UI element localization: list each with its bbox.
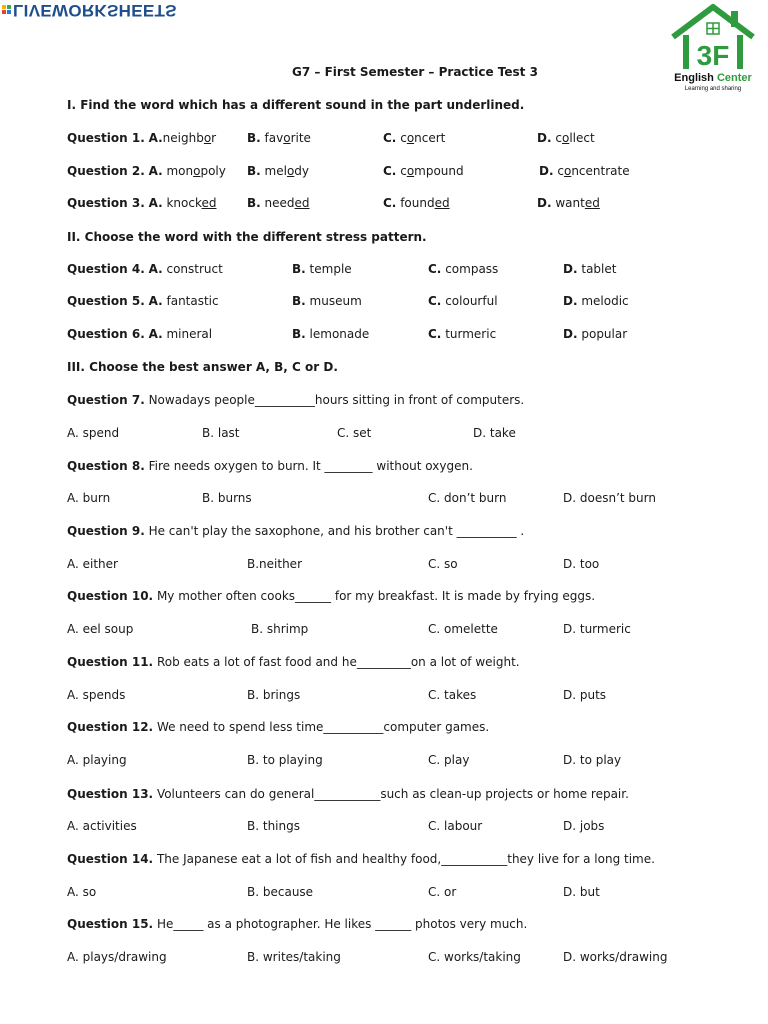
q13-option-d: D. jobs [563,819,605,833]
option-letter: B. [247,164,261,178]
q4-option-c [428,261,498,277]
q2-option-d [539,163,630,179]
logo-name-dark: English [674,72,714,84]
q9-option-c: C. so [428,557,458,571]
underlined-part: o [406,131,415,145]
option-text: need [264,196,295,210]
section-1-heading: I. Find the word which has a different sound in the part underlined. [67,98,525,112]
underlined-part: ed [434,196,450,210]
q8-option-d: D. doesn’t burn [563,491,656,505]
question-text: Nowadays people__________hours sitting in front of computers. [148,393,525,407]
option-letter: D. [563,294,578,308]
underlined-part: o [561,131,570,145]
option-text: ncentrate [571,164,630,178]
underlined-part: o [286,164,295,178]
underlined-part: ed [201,196,217,210]
question-9 [67,523,524,539]
underlined-part: ed [584,196,600,210]
q6-option-b [292,326,369,342]
question-text: Volunteers can do general___________such as clean-up projects or home repair. [156,787,629,801]
question-text: He_____ as a photographer. He likes ______ photos very much. [156,917,528,931]
option-text: mineral [166,327,213,341]
option-letter: D. [539,164,554,178]
question-label: Question 6. [67,327,145,341]
underlined-part: o [406,164,415,178]
option-letter: C. [383,164,397,178]
option-letter: C. [428,262,442,276]
q10-option-b: B. shrimp [251,622,309,636]
question-text: He can't play the saxophone, and his brother can't __________ . [148,524,525,538]
option-letter: A. [148,327,163,341]
question-label: Question 5. [67,294,145,308]
option-text: found [400,196,435,210]
question-label: Question 12. [67,720,154,734]
option-text: melodic [581,294,629,308]
option-text: poly [200,164,226,178]
page-title: G7 – First Semester – Practice Test 3 [292,65,538,79]
q3-option-b [247,195,310,211]
question-text: Rob eats a lot of fast food and he_________on a lot of weight. [156,655,520,669]
option-text: want [555,196,585,210]
option-text: rite [290,131,311,145]
question-text: We need to spend less time__________computer games. [156,720,490,734]
q7-option-a: A. spend [67,426,120,440]
q7-option-c: C. set [337,426,372,440]
option-letter: B. [292,262,306,276]
q10-option-c: C. omelette [428,622,498,636]
q14-option-d: D. but [563,885,600,899]
option-letter: C. [428,294,442,308]
question-label: Question 8. [67,459,145,473]
question-10 [67,588,595,604]
q9-option-a: A. either [67,557,118,571]
q11-option-b: B. brings [247,688,301,702]
q10-option-a: A. eel soup [67,622,134,636]
q14-option-a: A. so [67,885,97,899]
option-text: c [555,131,562,145]
q11-option-a: A. spends [67,688,126,702]
option-text: construct [166,262,223,276]
q8-option-a: A. burn [67,491,111,505]
question-12 [67,719,489,735]
q11-option-d: D. puts [563,688,607,702]
question-15 [67,916,527,932]
question-3 [67,195,217,211]
logo-tagline: Learning and sharing [684,86,742,92]
option-text: c [400,164,407,178]
question-text: The Japanese eat a lot of fish and healthy food,___________they live for a long time. [156,852,655,866]
underlined-part: ed [294,196,310,210]
q15-option-a: A. plays/drawing [67,950,167,964]
question-label: Question 2. [67,164,145,178]
option-text: fav [264,131,284,145]
q1-option-c [383,130,445,146]
q15-option-b: B. writes/taking [247,950,341,964]
question-14 [67,851,655,867]
question-text: My mother often cooks______ for my breakfast. It is made by frying eggs. [156,589,596,603]
q2-option-b [247,163,309,179]
option-letter: A. [148,262,163,276]
q5-option-d [563,293,629,309]
option-text: fantastic [166,294,219,308]
question-7 [67,392,524,408]
watermark-squares-icon [2,6,11,15]
logo-name-green: Center [716,72,752,84]
q13-option-a: A. activities [67,819,137,833]
question-label: Question 1. [67,131,145,145]
option-text: mel [264,164,287,178]
q1-option-b [247,130,311,146]
q3-option-d [537,195,600,211]
option-letter: B. [292,294,306,308]
question-8 [67,458,473,474]
option-text: c [400,131,407,145]
option-letter: A. [148,164,163,178]
q5-option-b [292,293,362,309]
question-text: Fire needs oxygen to burn. It ________ without oxygen. [148,459,473,473]
question-4 [67,261,223,277]
option-text: lemonade [309,327,370,341]
underlined-part: o [563,164,572,178]
option-text: popular [581,327,628,341]
option-letter: D. [563,262,578,276]
question-label: Question 10. [67,589,154,603]
q5-option-c [428,293,498,309]
logo-3f: 3F [696,40,730,71]
underlined-part: o [203,131,212,145]
q10-option-d: D. turmeric [563,622,631,636]
q6-option-d [563,326,627,342]
option-letter: C. [383,131,397,145]
option-text: neighb [162,131,204,145]
section-2-heading: II. Choose the word with the different stress pattern. [67,230,427,244]
option-letter: B. [247,131,261,145]
q4-option-b [292,261,352,277]
option-text: dy [294,164,310,178]
option-letter: B. [247,196,261,210]
question-label: Question 11. [67,655,154,669]
option-text: llect [569,131,595,145]
option-text: ncert [414,131,446,145]
q13-option-c: C. labour [428,819,483,833]
q14-option-c: C. or [428,885,457,899]
q9-option-b: B.neither [247,557,302,571]
underlined-part: o [193,164,201,178]
option-text: mon [166,164,194,178]
option-letter: B. [292,327,306,341]
option-letter: D. [537,131,552,145]
q11-option-c: C. takes [428,688,477,702]
option-letter: D. [563,327,578,341]
option-text: turmeric [445,327,497,341]
q14-option-b: B. because [247,885,314,899]
option-text: mpound [414,164,464,178]
q6-option-c [428,326,496,342]
question-label: Question 7. [67,393,145,407]
question-label: Question 9. [67,524,145,538]
option-letter: A. [148,294,163,308]
option-letter: D. [537,196,552,210]
question-label: Question 14. [67,852,154,866]
option-text: tablet [581,262,617,276]
q3-option-c [383,195,450,211]
q12-option-c: C. play [428,753,470,767]
q12-option-d: D. to play [563,753,622,767]
question-11 [67,654,520,670]
option-letter: A. [148,196,163,210]
q12-option-a: A. playing [67,753,127,767]
q2-option-c [383,163,464,179]
option-text: knock [166,196,202,210]
option-text: temple [309,262,352,276]
q13-option-b: B. things [247,819,300,833]
question-1 [67,130,216,146]
section-3-heading: III. Choose the best answer A, B, C or D. [67,360,338,374]
question-label: Question 13. [67,787,154,801]
option-letter: C. [428,327,442,341]
option-letter: A. [148,131,163,145]
question-label: Question 3. [67,196,145,210]
q4-option-d [563,261,616,277]
option-text: compass [445,262,499,276]
q15-option-c: C. works/taking [428,950,521,964]
option-text: r [211,131,217,145]
question-6 [67,326,212,342]
q8-option-c: C. don’t burn [428,491,507,505]
question-2 [67,163,226,179]
q8-option-b: B. burns [202,491,252,505]
option-text: c [557,164,564,178]
q12-option-b: B. to playing [247,753,323,767]
option-text: museum [309,294,362,308]
option-letter: C. [383,196,397,210]
question-13 [67,786,629,802]
watermark-text: LIVEWORKSHEETS [13,1,177,20]
question-label: Question 4. [67,262,145,276]
q1-option-d [537,130,595,146]
q7-option-d: D. take [473,426,516,440]
underlined-part: o [283,131,291,145]
question-5 [67,293,219,309]
q15-option-d: D. works/drawing [563,950,668,964]
q7-option-b: B. last [202,426,240,440]
q9-option-d: D. too [563,557,600,571]
question-label: Question 15. [67,917,154,931]
liveworksheets-watermark [2,0,177,20]
option-text: colourful [445,294,498,308]
